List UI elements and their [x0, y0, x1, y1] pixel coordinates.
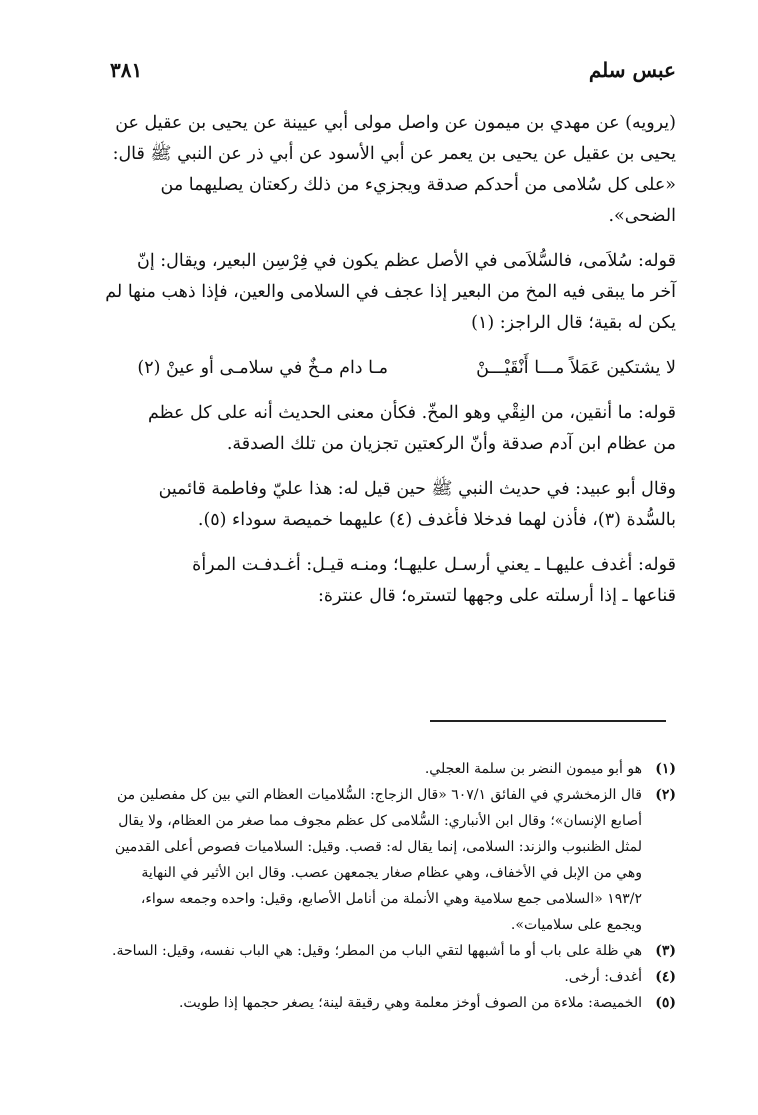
paragraph-2 — [105, 246, 676, 339]
footnote-text — [80, 938, 642, 964]
footnote-line: أغدف: أرخى. — [564, 969, 642, 985]
poem-verse — [112, 353, 676, 384]
text-line: «على كل سُلامى من أحدكم صدقة ويجزيء من ذلك ركعتان يصليهما من — [160, 175, 676, 195]
verse-first-hemistich: لا يشتكين عَمَلاً مـــا أَنْقَيْـــنْ — [476, 358, 676, 378]
footnote-number: (٥) — [655, 995, 676, 1011]
text-line: من عظام ابن آدم صدقة وأنّ الركعتين تجزيان من تلك الصدقة. — [226, 434, 676, 454]
footnote-divider — [430, 720, 666, 722]
paragraph-5 — [112, 550, 676, 612]
running-title: عبس سلم — [588, 58, 676, 82]
footnote-3 — [80, 938, 676, 964]
text-line: وقال أبو عبيد: في حديث النبي ﷺ حين قيل له: هذا عليّ وفاطمة قائمين — [158, 479, 676, 499]
main-text — [105, 108, 676, 626]
text-line: (يرويه) عن مهدي بن ميمون عن واصل مولى أبي عيينة عن يحيى بن عقيل عن — [115, 113, 676, 133]
text-line: يكن له بقية؛ قال الراجز: (١) — [471, 313, 676, 333]
text-line: قوله: ما أنقين، من النِقْي وهو المخّ. فكأن معنى الحديث أنه على كل عظم — [148, 403, 676, 423]
footnote-number: (٣) — [655, 943, 676, 959]
footnote-number: (٢) — [655, 787, 676, 803]
footnote-text — [80, 782, 642, 938]
footnote-1 — [80, 756, 676, 782]
verse-second-hemistich: مـا دام مـخٌ في سلامـى أو عينْ (٢) — [137, 358, 388, 378]
paragraph-1 — [112, 108, 676, 232]
text-line: قوله: سُلاَمى، فالسُّلاَمى في الأصل عظم يكون في فِرْسِن البعير، ويقال: إنّ — [136, 251, 676, 271]
text-line: يحيى بن عقيل عن يحيى بن يعمر عن أبي الأسود عن أبي ذر عن النبي ﷺ قال: — [112, 144, 676, 164]
text-line: بالسُّدة (٣)، فأذن لهما فدخلا فأغدف (٤) عليهما خميصة سوداء (٥). — [197, 510, 676, 530]
footnote-line: ١٩٣/٢ «السلامى جمع سلامية وهي الأنملة من أنامل الأصابع، وقيل: واحده وجمعه سواء، — [140, 891, 642, 907]
footnote-5 — [80, 990, 676, 1016]
page-header — [110, 58, 676, 88]
footnote-line: هي ظلة على باب أو ما أشبهها لتقي الباب من المطر؛ وقيل: هي الباب نفسه، وقيل: الساحة. — [112, 943, 642, 959]
footnote-text — [80, 756, 642, 782]
text-line: الضحى». — [608, 206, 676, 226]
footnotes — [80, 756, 676, 1016]
footnote-text — [80, 964, 642, 990]
text-line: قوله: أغدف عليهـا ـ يعني أرسـل عليهـا؛ ومنـه قيـل: أغـدفـت المرأة — [192, 555, 676, 575]
footnote-line: قال الزمخشري في الفائق ٦٠٧/١ «قال الزجاج: السُّلاميات العظام التي بين كل مفصلين من — [116, 787, 642, 803]
footnote-number: (٤) — [655, 969, 676, 985]
footnote-4 — [80, 964, 676, 990]
footnote-text — [80, 990, 642, 1016]
footnote-line: لمثل الظنبوب والزند: السلامى، إنما يقال له: قصب. وقيل: السلاميات فصوص أعلى القدمين — [114, 839, 642, 855]
page-number: ٣٨١ — [110, 58, 143, 82]
paragraph-4 — [112, 474, 676, 536]
paragraph-3 — [112, 398, 676, 460]
footnote-line: وهي من الإبل في الأخفاف، وهي عظام صغار يجمعهن عصب. وقال ابن الأثير في النهاية — [141, 865, 642, 881]
footnote-line: أصابع الإنسان»؛ وقال ابن الأنباري: السُّلامى كل عظم مجوف مما صغر من العظام، ولا يقال — [118, 813, 642, 829]
footnote-2 — [80, 782, 676, 938]
footnote-line: ويجمع على سلاميات». — [510, 917, 642, 933]
text-line: آخر ما يبقى فيه المخ من البعير إذا عجف في السلامى والعين، فإذا ذهب منها لم — [105, 282, 676, 302]
footnote-line: هو أبو ميمون النضر بن سلمة العجلي. — [424, 761, 642, 777]
text-line: قناعها ـ إذا أرسلته على وجهها لتستره؛ قال عنترة: — [318, 586, 676, 606]
footnote-number: (١) — [655, 761, 676, 777]
footnote-line: الخميصة: ملاءة من الصوف أوخز معلمة وهي رقيقة لينة؛ يصغر حجمها إذا طويت. — [178, 995, 642, 1011]
